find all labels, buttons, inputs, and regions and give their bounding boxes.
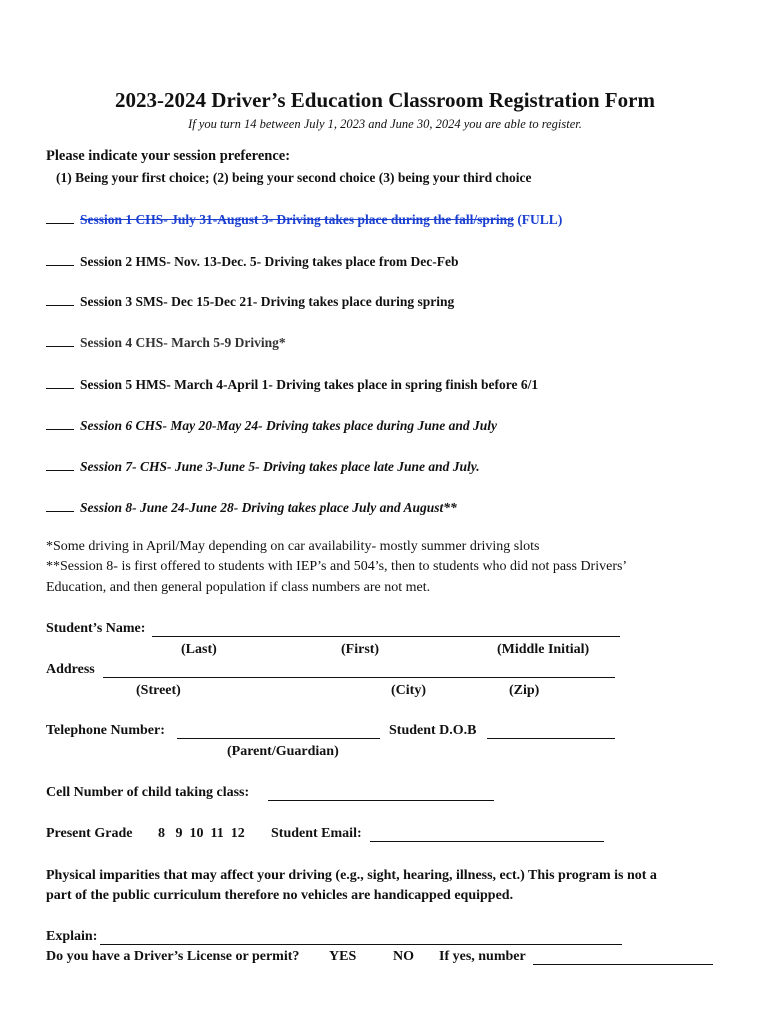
name-last-caption: (Last): [181, 642, 217, 657]
address-field[interactable]: [103, 677, 615, 678]
preference-heading: Please indicate your session preference:: [46, 148, 291, 164]
license-number-label: If yes, number: [439, 949, 526, 964]
session-6-label: Session 6 CHS- May 20-May 24- Driving takes place during June and July: [80, 418, 498, 433]
license-question: Do you have a Driver’s License or permit?: [46, 949, 300, 964]
address-city-caption: (City): [391, 683, 426, 698]
session-2-label: Session 2 HMS- Nov. 13-Dec. 5- Driving takes place from Dec-Feb: [80, 254, 459, 269]
page-title: 2023-2024 Driver’s Education Classroom Registration Form: [115, 88, 655, 112]
preference-instruction: (1) Being your first choice; (2) being your second choice (3) being your third choice: [56, 170, 532, 185]
session-1-full-tag: (FULL): [517, 212, 563, 227]
telephone-caption: (Parent/Guardian): [227, 744, 339, 759]
session-3-choice-blank[interactable]: [46, 292, 74, 306]
explain-label: Explain:: [46, 929, 98, 944]
note-session-8-line-2: Education, and then general population if class numbers are not met.: [46, 580, 431, 595]
cell-number-label: Cell Number of child taking class:: [46, 785, 250, 800]
session-1-label: Session 1 CHS- July 31-August 3- Driving takes place during the fall/spring: [80, 212, 514, 227]
student-name-field[interactable]: [152, 636, 620, 637]
session-5-row: [46, 375, 538, 393]
telephone-field[interactable]: [177, 738, 380, 739]
license-yes-option[interactable]: YES: [329, 949, 357, 964]
email-label: Student Email:: [271, 826, 362, 841]
student-name-label: Student’s Name:: [46, 621, 146, 636]
session-1-choice-blank[interactable]: [46, 210, 74, 224]
address-label: Address: [46, 662, 95, 677]
name-middle-caption: (Middle Initial): [497, 642, 590, 657]
session-7-choice-blank[interactable]: [46, 457, 74, 471]
session-6-row: [46, 416, 497, 434]
session-6-choice-blank[interactable]: [46, 416, 74, 430]
eligibility-note: If you turn 14 between July 1, 2023 and June 30, 2024 you are able to register.: [188, 117, 582, 131]
email-field[interactable]: [370, 841, 604, 842]
address-zip-caption: (Zip): [509, 683, 540, 698]
session-2-row: [46, 252, 458, 270]
session-7-row: [46, 457, 480, 475]
session-5-label: Session 5 HMS- March 4-April 1- Driving takes place in spring finish before 6/1: [80, 377, 539, 392]
note-driving-availability: *Some driving in April/May depending on car availability- mostly summer driving slots: [46, 539, 540, 554]
telephone-label: Telephone Number:: [46, 723, 165, 738]
dob-label: Student D.O.B: [389, 723, 477, 738]
name-first-caption: (First): [341, 642, 380, 657]
grade-options[interactable]: 8 9 10 11 12: [158, 826, 245, 841]
impairments-text-line-1: Physical imparities that may affect your driving (e.g., sight, hearing, illness, ect.) This program is not a: [46, 868, 657, 883]
session-8-choice-blank[interactable]: [46, 498, 74, 512]
license-number-field[interactable]: [533, 964, 713, 965]
session-7-label: Session 7- CHS- June 3-June 5- Driving takes place late June and July.: [80, 459, 480, 474]
address-street-caption: (Street): [136, 683, 181, 698]
session-8-row: [46, 498, 457, 516]
session-4-label: Session 4 CHS- March 5-9 Driving*: [80, 335, 286, 350]
note-session-8-line-1: **Session 8- is first offered to students with IEP’s and 504’s, then to students who did not pass Drivers’: [46, 559, 628, 574]
session-2-choice-blank[interactable]: [46, 252, 74, 266]
session-3-label: Session 3 SMS- Dec 15-Dec 21- Driving takes place during spring: [80, 294, 455, 309]
impairments-text-line-2: part of the public curriculum therefore no vehicles are handicapped equipped.: [46, 888, 514, 903]
explain-field[interactable]: [100, 944, 622, 945]
session-4-choice-blank[interactable]: [46, 333, 74, 347]
grade-label: Present Grade: [46, 826, 133, 841]
session-5-choice-blank[interactable]: [46, 375, 74, 389]
session-3-row: [46, 292, 454, 310]
session-4-row: [46, 333, 286, 351]
cell-number-field[interactable]: [268, 800, 494, 801]
license-no-option[interactable]: NO: [393, 949, 414, 964]
dob-field[interactable]: [487, 738, 615, 739]
session-8-label: Session 8- June 24-June 28- Driving takes place July and August**: [80, 500, 457, 515]
session-1-row: [46, 210, 562, 228]
